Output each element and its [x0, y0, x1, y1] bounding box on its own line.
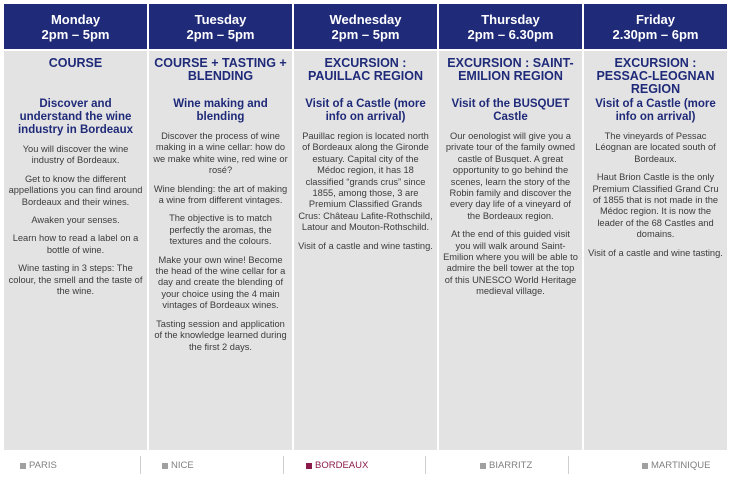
day-column-friday [584, 4, 727, 450]
square-bullet-icon [642, 463, 648, 469]
footer-divider [140, 456, 141, 474]
activity-description: Discover the process of wine making in a wine cellar: how do we make white wine, red wine or rosé? [153, 131, 288, 176]
day-content [439, 51, 582, 450]
activity-title: EXCURSION : SAINT-EMILION REGION [447, 56, 574, 83]
day-column-monday [4, 4, 147, 450]
day-column-thursday [439, 4, 582, 450]
activity-title: COURSE + TASTING + BLENDING [154, 56, 287, 83]
footer-city-paris[interactable] [20, 460, 57, 471]
activity-description: The objective is to match perfectly the aromas, the textures and the colours. [169, 213, 272, 247]
day-header [149, 4, 292, 49]
day-content [4, 51, 147, 450]
activity-description: Make your own wine! Become the head of the wine cellar for a day and create the blending of your choice using the 4 main vintages of Bordeaux wines. [155, 254, 286, 311]
footer-city-nice[interactable] [162, 460, 194, 471]
activity-subtitle: Wine making and blending [173, 98, 268, 123]
day-column-wednesday [294, 4, 437, 450]
activity-description: Get to know the different appellations you can find around Bordeaux and their wines. [8, 173, 143, 207]
footer-divider [425, 456, 426, 474]
activity-title: EXCURSION : PAUILLAC REGION [307, 56, 424, 83]
footer-city-martinique[interactable] [642, 460, 710, 471]
activity-title: COURSE [48, 56, 103, 70]
day-time: 2.30pm – 6pm [612, 26, 699, 42]
activity-subtitle: Visit of the BUSQUET Castle [451, 98, 570, 123]
footer-divider [283, 456, 284, 474]
footer-city-biarritz[interactable] [480, 460, 532, 471]
footer-city-label: BIARRITZ [489, 460, 533, 471]
activity-description: Learn how to read a label on a bottle of wine. [12, 233, 139, 255]
activity-subtitle: Discover and understand the wine industry in Bordeaux [17, 98, 134, 136]
activity-description: Tasting session and application of the knowledge learned during the first 2 days. [154, 318, 287, 352]
activity-description: Wine tasting in 3 steps: The colour, the smell and the taste of the wine. [8, 263, 143, 297]
day-content [149, 51, 292, 450]
day-name: Monday [50, 11, 101, 27]
activity-description: Our oenologist will give you a private tour of the family owned castle of Busquet. A great opportunity to go behind the scenes, learn the story of the Robin family and discover the every day life of a vineyard of the Bordeaux region. [445, 131, 576, 221]
activity-subtitle: Visit of a Castle (more info on arrival) [305, 98, 426, 123]
activity-description: The vineyards of Pessac Léognan are located south of Bordeaux. [595, 131, 716, 164]
activity-description: Awaken your senses. [31, 215, 120, 226]
day-name: Wednesday [329, 11, 402, 27]
footer-city-label: BORDEAUX [315, 460, 369, 471]
activity-description: Visit of a castle and wine tasting. [298, 240, 433, 251]
footer-city-bordeaux[interactable] [306, 460, 368, 471]
square-bullet-icon [20, 463, 26, 469]
day-header [584, 4, 727, 49]
day-header [4, 4, 147, 49]
footer-city-label: MARTINIQUE [651, 460, 711, 471]
activity-description: You will discover the wine industry of Bordeaux. [22, 144, 129, 166]
activity-description: Wine blending: the art of making a wine from different vintages. [153, 183, 288, 206]
day-time: 2pm – 5pm [331, 26, 400, 42]
activity-description: Haut Brion Castle is the only Premium Classified Grand Cru of 1855 that is not made in the Médoc region. It is now the leader of the 68 Castles and domains. [592, 172, 719, 240]
day-column-tuesday [149, 4, 292, 450]
day-name: Tuesday [194, 11, 247, 27]
schedule-grid [4, 4, 729, 450]
activity-subtitle: Visit of a Castle (more info on arrival) [595, 98, 716, 123]
footer-city-label: PARIS [29, 460, 57, 471]
square-bullet-icon [480, 463, 486, 469]
day-time: 2pm – 5pm [41, 26, 110, 42]
footer-city-label: NICE [171, 460, 194, 471]
square-bullet-icon [306, 463, 312, 469]
square-bullet-icon [162, 463, 168, 469]
day-content [294, 51, 437, 450]
city-footer-nav [0, 452, 737, 480]
activity-title: EXCURSION : PESSAC-LEOGNAN REGION [596, 56, 715, 96]
day-header [439, 4, 582, 49]
activity-description: Visit of a castle and wine tasting. [588, 247, 723, 258]
day-name: Friday [635, 11, 675, 27]
day-content [584, 51, 727, 450]
day-header [294, 4, 437, 49]
day-time: 2pm – 5pm [186, 26, 255, 42]
activity-description: At the end of this guided visit you will walk around Saint-Emilion where you will be able to admire the bell tower at the top of this UNESCO World Heritage medieval village. [443, 229, 578, 297]
footer-divider [568, 456, 569, 474]
activity-description: Pauillac region is located north of Bordeaux along the Gironde estuary. Capital city of the Médoc region, it has 18 classified “grands crus” since 1855, among those, 3 are Premium Classified Grands Crus: Château Lafite-Rothschild, Latour and Mouton-Rothschild. [298, 131, 433, 233]
day-name: Thursday [481, 11, 540, 27]
day-time: 2pm – 6.30pm [467, 26, 554, 42]
